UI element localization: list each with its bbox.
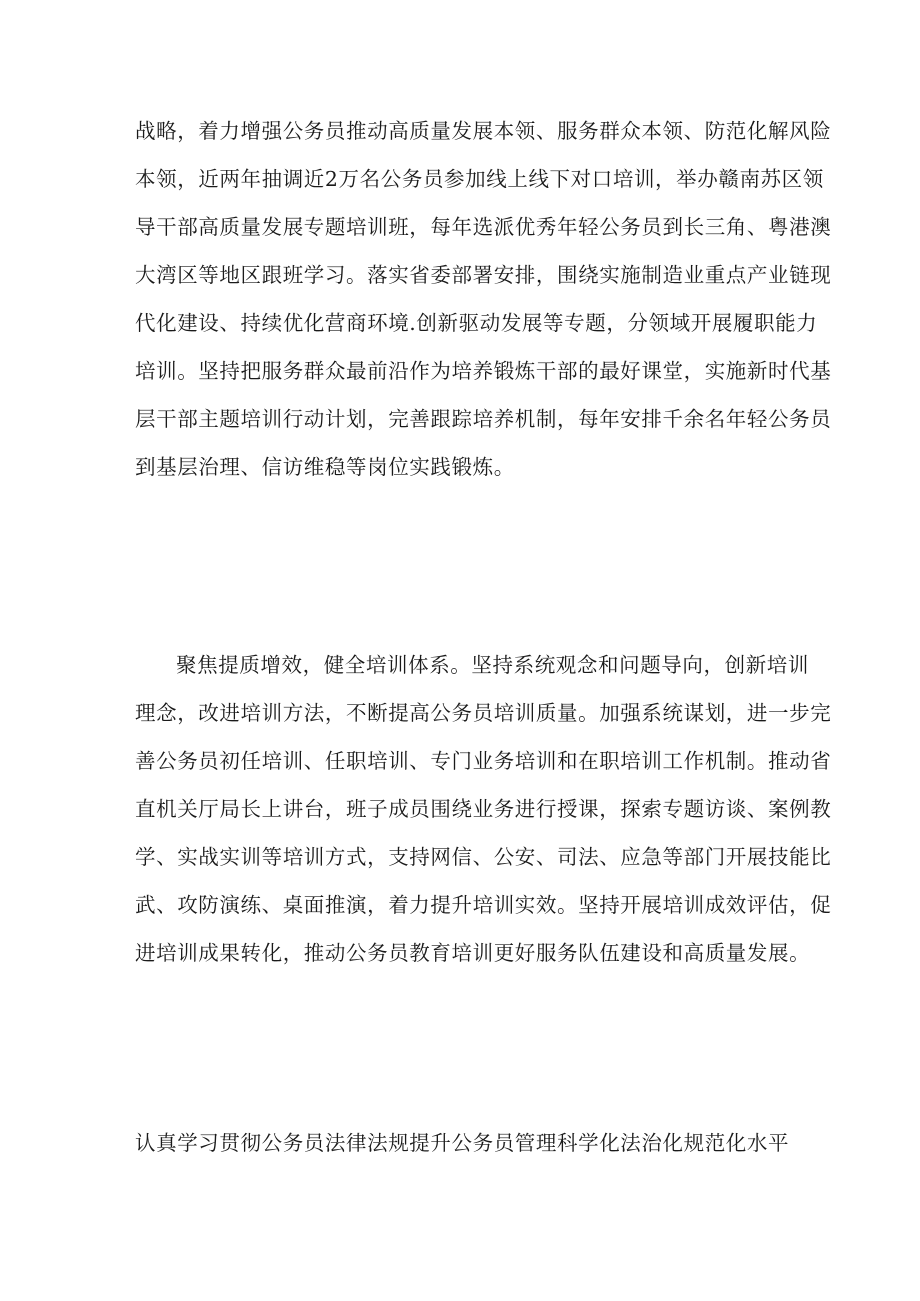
paragraph-line: 武、攻防演练、桌面推演，着力提升培训实效。坚持开展培训成效评估，促	[135, 893, 832, 917]
paragraph-line: 聚焦提质增效，健全培训体系。坚持系统观念和问题导向，创新培训	[176, 653, 809, 677]
paragraph-line: 到基层治理、信访维稳等岗位实践锻炼。	[135, 455, 515, 479]
paragraph-line: 本领，近两年抽调近2万名公务员参加线上线下对口培训，举办赣南苏区领	[135, 167, 824, 191]
section-heading: 认真学习贯彻公务员法律法规提升公务员管理科学化法治化规范化水平	[135, 1131, 790, 1155]
paragraph-line: 善公务员初任培训、任职培训、专门业务培训和在职培训工作机制。推动省	[135, 749, 832, 773]
paragraph-line: 代化建设、持续优化营商环境.创新驱动发展等专题，分领域开展履职能力	[135, 311, 818, 335]
paragraph-line: 战略，着力增强公务员推动高质量发展本领、服务群众本领、防范化解风险	[135, 119, 832, 143]
paragraph-line: 理念，改进培训方法，不断提高公务员培训质量。加强系统谋划，进一步完	[135, 701, 832, 725]
paragraph-line: 培训。坚持把服务群众最前沿作为培养锻炼干部的最好课堂，实施新时代基	[135, 359, 832, 383]
paragraph-line: 直机关厅局长上讲台，班子成员围绕业务进行授课，探索专题访谈、案例教	[135, 797, 832, 821]
paragraph-line: 大湾区等地区跟班学习。落实省委部署安排，围绕实施制造业重点产业链现	[135, 263, 832, 287]
paragraph-line: 层干部主题培训行动计划，完善跟踪培养机制，每年安排千余名年轻公务员	[135, 407, 832, 431]
paragraph-line: 导干部高质量发展专题培训班，每年选派优秀年轻公务员到长三角、粤港澳	[135, 215, 832, 239]
paragraph-line: 进培训成果转化，推动公务员教育培训更好服务队伍建设和高质量发展。	[135, 941, 811, 965]
paragraph-line: 学、实战实训等培训方式，支持网信、公安、司法、应急等部门开展技能比	[135, 845, 832, 869]
